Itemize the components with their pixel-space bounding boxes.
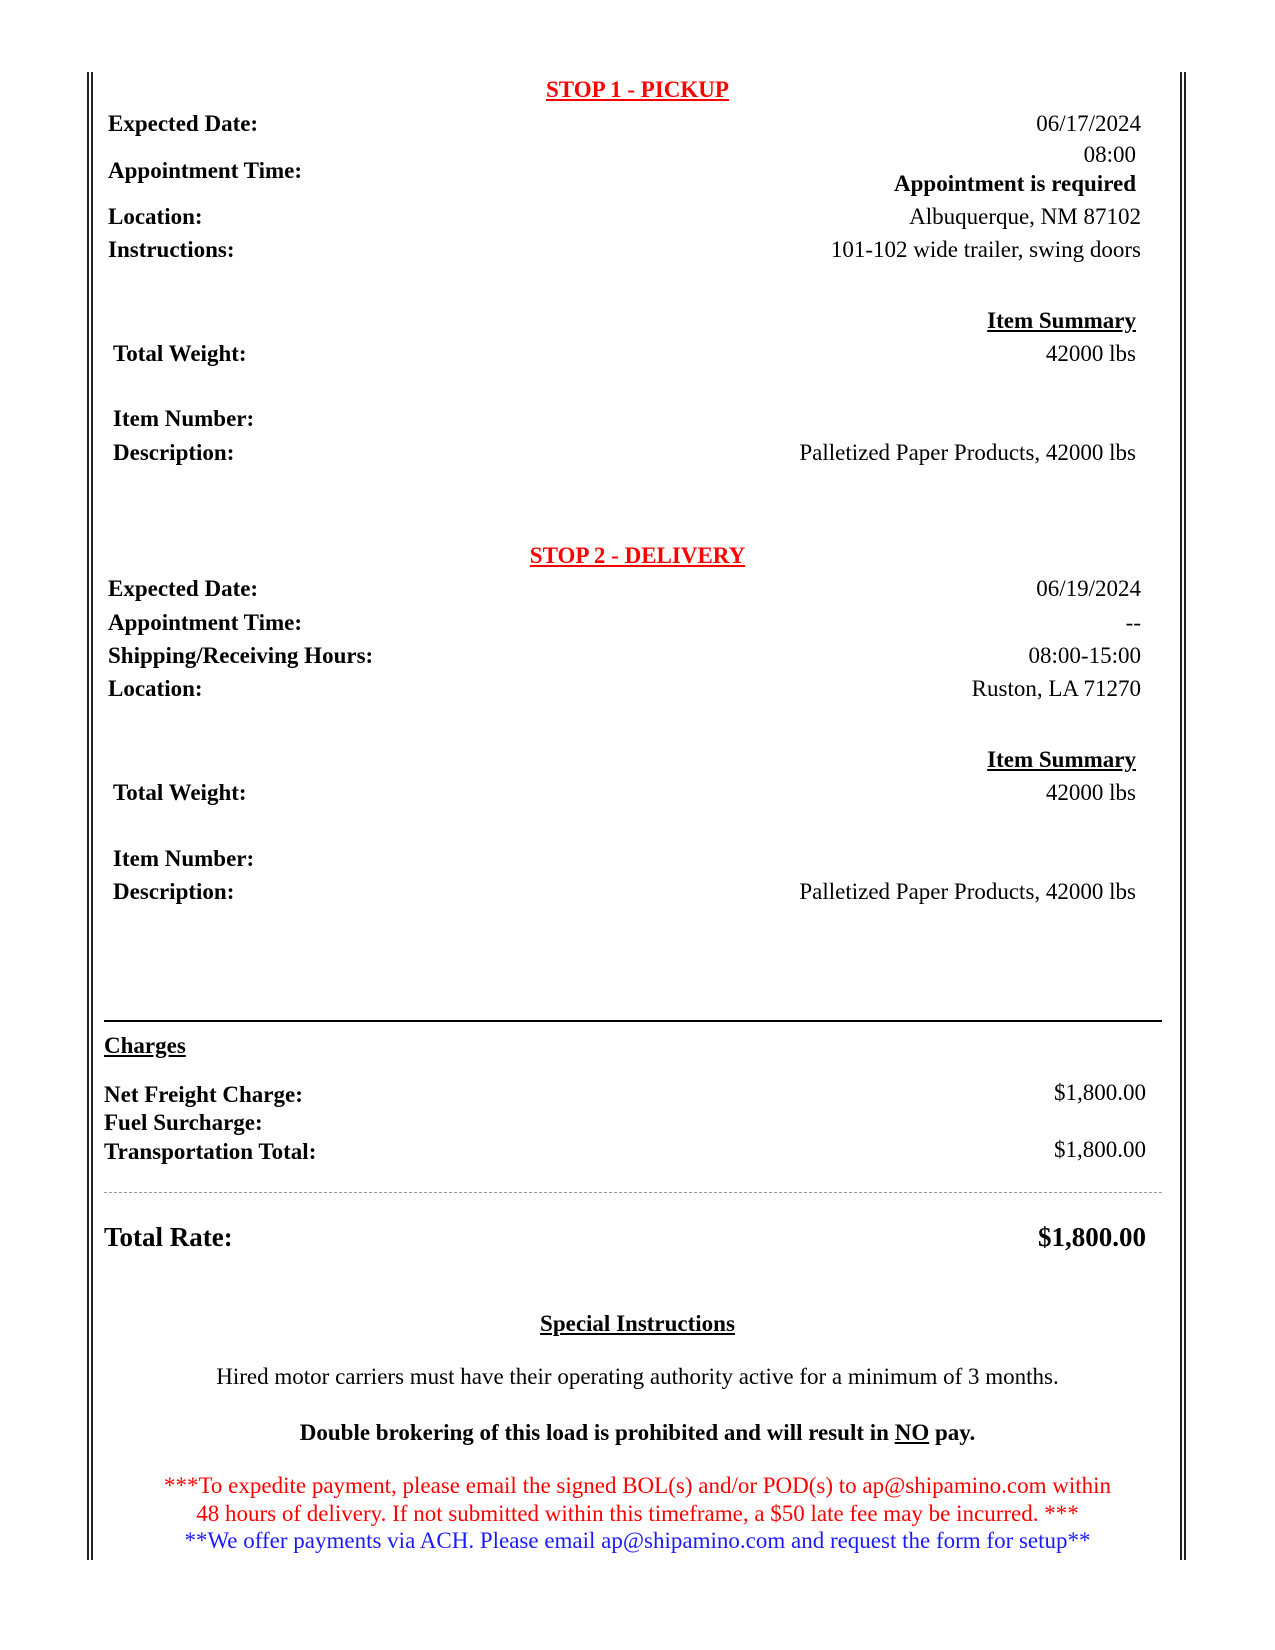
- stop1-description: Palletized Paper Products, 42000 lbs: [799, 440, 1136, 465]
- double-brokering-pre: Double brokering of this load is prohibited and will result in: [299, 1420, 895, 1445]
- stop2-appointment-time-label: Appointment Time:: [108, 610, 303, 635]
- stop1-total-weight: 42000 lbs: [1045, 341, 1136, 366]
- double-brokering-post: pay.: [929, 1420, 976, 1445]
- stop1-description-label: Description:: [113, 440, 235, 465]
- stop2-location-label: Location:: [108, 676, 203, 701]
- ach-notice: **We offer payments via ACH. Please email ap@shipamino.com and request the form for setup**: [184, 1528, 1091, 1553]
- double-brokering-no: NO: [894, 1420, 930, 1445]
- charges-dotted-divider: [104, 1192, 1162, 1193]
- stop1-expected-date-label: Expected Date:: [108, 111, 259, 136]
- fuel-surcharge-label: Fuel Surcharge:: [104, 1110, 263, 1135]
- stop2-expected-date: 06/19/2024: [1036, 576, 1141, 601]
- stop1-location-label: Location:: [108, 204, 203, 229]
- transport-total-label: Transportation Total:: [104, 1139, 317, 1164]
- special-instructions-title: Special Instructions: [540, 1311, 735, 1336]
- stop2-heading: STOP 2 - DELIVERY: [529, 543, 746, 568]
- stop1-item-summary-title: Item Summary: [987, 308, 1136, 333]
- stop2-appointment-time: --: [1125, 610, 1141, 635]
- stop2-item-number-label: Item Number:: [113, 846, 255, 871]
- stop2-hours: 08:00-15:00: [1028, 643, 1141, 668]
- stop1-appointment-note: Appointment is required: [894, 171, 1136, 196]
- stop2-location: Ruston, LA 71270: [971, 676, 1141, 701]
- stop1-total-weight-label: Total Weight:: [113, 341, 247, 366]
- stop1-appointment-time: 08:00: [1083, 142, 1136, 167]
- stop2-description-label: Description:: [113, 879, 235, 904]
- stop1-appointment-time-label: Appointment Time:: [108, 158, 303, 183]
- stop1-location: Albuquerque, NM 87102: [909, 204, 1141, 229]
- charges-title: Charges: [104, 1033, 186, 1058]
- authority-requirement-text: Hired motor carriers must have their operating authority active for a minimum of 3 months.: [216, 1364, 1059, 1389]
- payment-notice-line2: 48 hours of delivery. If not submitted within this timeframe, a $50 late fee may be incurred. ***: [196, 1501, 1079, 1526]
- stop2-description: Palletized Paper Products, 42000 lbs: [799, 879, 1136, 904]
- stop2-expected-date-label: Expected Date:: [108, 576, 259, 601]
- transport-total-value: $1,800.00: [1054, 1137, 1146, 1162]
- stop1-heading: STOP 1 - PICKUP: [546, 77, 729, 102]
- stop1-item-number-label: Item Number:: [113, 406, 255, 431]
- stop2-total-weight: 42000 lbs: [1045, 780, 1136, 805]
- stop1-expected-date: 06/17/2024: [1036, 111, 1141, 136]
- double-brokering-text: [0, 1419, 1275, 1447]
- total-rate-value: $1,800.00: [1038, 1222, 1146, 1252]
- total-rate-label: Total Rate:: [104, 1222, 233, 1252]
- net-freight-value: $1,800.00: [1054, 1080, 1146, 1105]
- stop2-item-summary-title: Item Summary: [987, 747, 1136, 772]
- stop1-instructions: 101-102 wide trailer, swing doors: [830, 237, 1141, 262]
- stop2-total-weight-label: Total Weight:: [113, 780, 247, 805]
- stop1-instructions-label: Instructions:: [108, 237, 235, 262]
- payment-notice-line1: ***To expedite payment, please email the signed BOL(s) and/or POD(s) to ap@shipamino.com within: [163, 1473, 1112, 1498]
- stop2-hours-label: Shipping/Receiving Hours:: [108, 643, 374, 668]
- net-freight-label: Net Freight Charge:: [104, 1082, 303, 1107]
- charges-divider: [104, 1020, 1162, 1022]
